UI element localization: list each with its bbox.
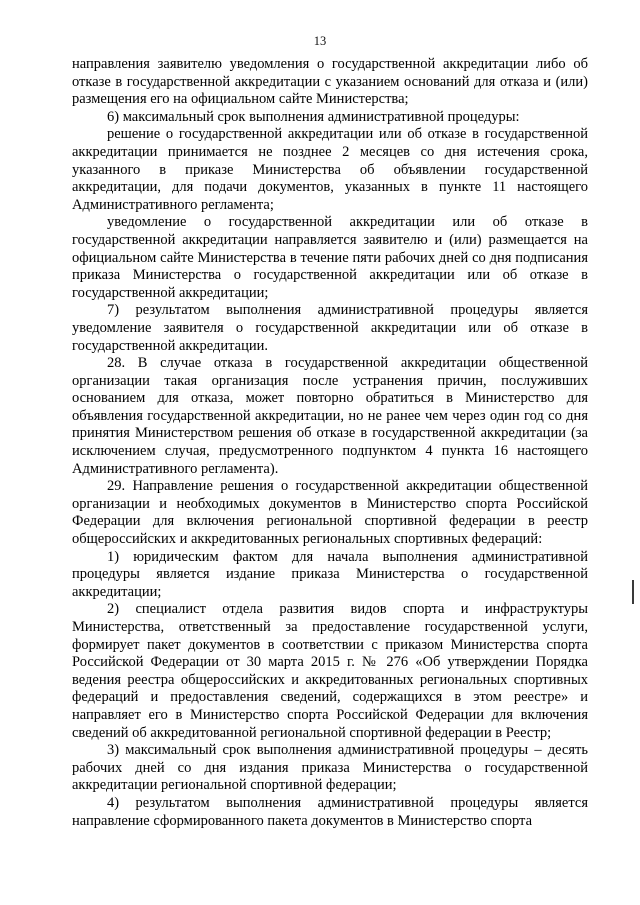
paragraph-29-item-4: 4) результатом выполнения административной процедуры является направление сформированного пакета документов в Министерство спорта	[72, 794, 588, 829]
paragraph-notification-term: уведомление о государственной аккредитации или об отказе в государственной аккредитации направляется заявителю и (или) размещается на официальном сайте Министерства в течение пяти рабочих дней со дня подписания приказа Министерства о государственной аккредитации или об отказе в государственной аккредитации;	[72, 214, 588, 301]
paragraph-29-item-2: 2) специалист отдела развития видов спорта и инфраструктуры Министерства, ответственный за предоставление государственной услуги, формирует пакет документов в соответствии с приказом Министерства спорта Российской Федерации от 30 марта 2015 г. № 276 «Об утверждении Порядка ведения реестра общероссийских и аккредитованных региональных спортивных федераций и предоставления сведений, содержащихся в этом реестре» и направляет его в Министерство спорта Российской Федерации для включения сведений об аккредитованной региональной спортивной федерации в Реестр;	[72, 601, 588, 741]
paragraph-29-item-1: 1) юридическим фактом для начала выполнения административной процедуры является издание приказа Министерства о государственной аккредитации;	[72, 548, 588, 600]
paragraph-continuation: направления заявителю уведомления о государственной аккредитации либо об отказе в государственной аккредитации с указанием оснований для отказа и (или) размещения его на официальном сайте Министерства;	[72, 56, 588, 108]
paragraph-29-item-3: 3) максимальный срок выполнения административной процедуры – десять рабочих дней со дня издания приказа Министерства о государственной аккредитации региональной спортивной федерации;	[72, 742, 588, 794]
document-body	[72, 56, 588, 830]
paragraph-section-29: 29. Направление решения о государственной аккредитации общественной организации и необходимых документов в Министерство спорта Российской Федерации для включения региональной спортивной федерации в реестр общероссийских и аккредитованных региональных спортивных федераций:	[72, 478, 588, 548]
paragraph-section-28: 28. В случае отказа в государственной аккредитации общественной организации такая организация после устранения причин, послуживших основанием для отказа, может повторно обратиться в Министерство для объявления государственной аккредитации, но не ранее чем через один год со дня принятия Министерством решения об отказе в государственной аккредитации (за исключением случая, предусмотренного подпунктом 4 пункта 16 настоящего Административного регламента).	[72, 355, 588, 477]
paragraph-decision-term: решение о государственной аккредитации или об отказе в государственной аккредитации принимается не позднее 2 месяцев со дня истечения срока, указанного в приказе Министерства об объявлении государственной аккредитации, для подачи документов, указанных в пункте 11 настоящего Административного регламента;	[72, 126, 588, 213]
scan-edge-mark	[632, 580, 634, 604]
paragraph-item-6: 6) максимальный срок выполнения административной процедуры:	[107, 108, 520, 125]
paragraph-item-7: 7) результатом выполнения административной процедуры является уведомление заявителя о государственной аккредитации или об отказе в государственной аккредитации.	[72, 302, 588, 354]
page-number: 13	[313, 34, 327, 48]
